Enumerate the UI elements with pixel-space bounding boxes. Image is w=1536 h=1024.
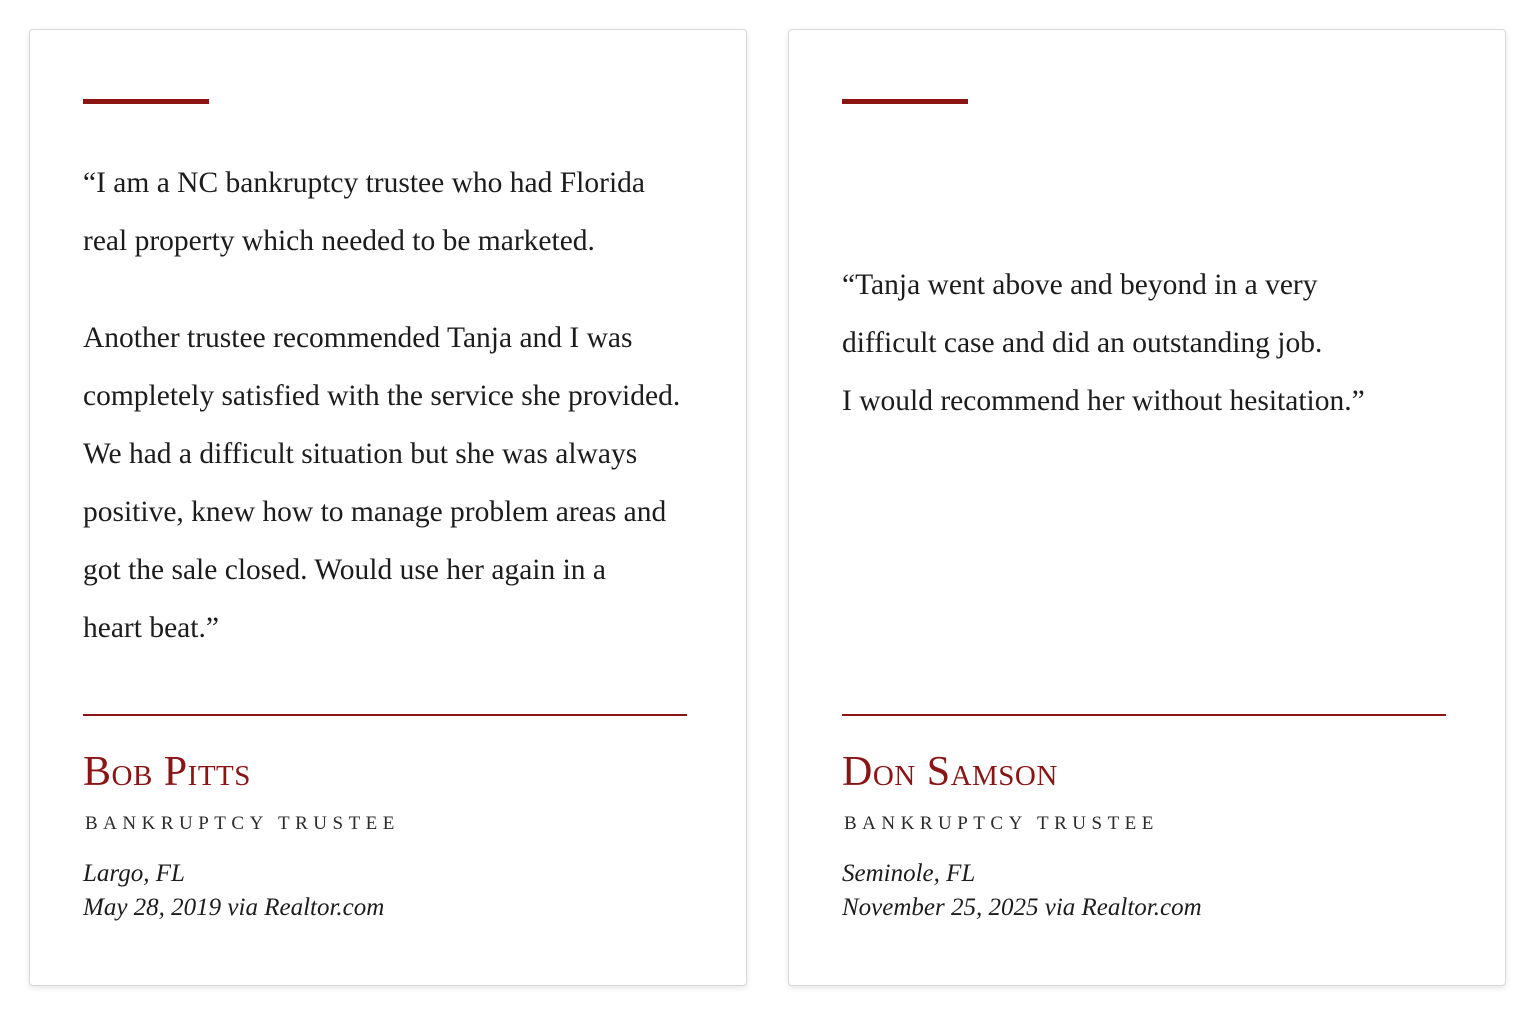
review-date-source: May 28, 2019 via Realtor.com <box>83 894 385 921</box>
quote-paragraph: “Tanja went above and beyond in a very difficult case and did an outstanding job. I would recommend her without hesitation.” <box>842 269 1365 417</box>
author-name: Don Samson <box>842 749 1058 795</box>
testimonial-quote <box>842 256 1482 430</box>
testimonial-card <box>788 29 1506 986</box>
accent-bar <box>83 99 209 104</box>
accent-bar <box>842 99 968 104</box>
testimonial-quote <box>83 154 723 657</box>
divider <box>842 714 1446 716</box>
author-role: BANKRUPTCY TRUSTEE <box>844 813 1159 834</box>
author-role: BANKRUPTCY TRUSTEE <box>85 813 400 834</box>
quote-paragraph: Another trustee recommended Tanja and I was completely satisfied with the service she provided. We had a difficult situation but she was always positive, knew how to manage problem areas and got the sale closed. Would use her again in a heart beat.” <box>83 322 681 644</box>
author-name: Bob Pitts <box>83 749 251 795</box>
review-date-source: November 25, 2025 via Realtor.com <box>842 894 1202 921</box>
author-location: Largo, FL <box>83 860 185 887</box>
author-location: Seminole, FL <box>842 860 976 887</box>
quote-paragraph: “I am a NC bankruptcy trustee who had Florida real property which needed to be marketed. <box>83 167 645 257</box>
testimonial-card <box>29 29 747 986</box>
divider <box>83 714 687 716</box>
